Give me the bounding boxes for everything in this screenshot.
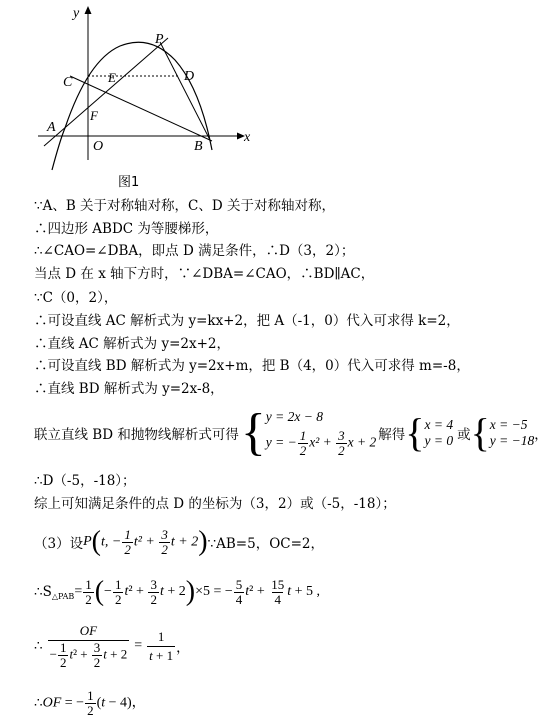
line13-prefix: （3）设	[34, 536, 84, 552]
label-O: O	[93, 139, 104, 154]
label-x: x	[244, 130, 251, 145]
sol2-x: x = −5	[489, 417, 528, 432]
ratio-lhs: OF − $\frac{1}{2}$ t² + $\frac{3}{2}$ t + 2	[49, 623, 128, 670]
text-line-11: ∴D（-5，-18）；	[34, 473, 136, 489]
y-axis-arrow	[85, 6, 92, 14]
system-1	[266, 409, 376, 458]
of-formula: OF = − $\frac{1}{2}$ (t − 4)，	[42, 687, 146, 718]
line10-or: 或	[457, 427, 471, 443]
text-line-10	[34, 398, 548, 468]
label-E: E	[108, 70, 116, 85]
text-line-9: ∴直线 BD 解析式为 y=2x-8，	[34, 381, 224, 397]
sol1-x: x = 4	[424, 417, 454, 432]
line15-therefore: ∴	[34, 638, 43, 654]
text-line-3: ∴∠CAO=∠DBA，即点 D 满足条件，∴D（3，2）；	[34, 243, 355, 259]
label-y: y	[73, 6, 80, 21]
left-brace-3: {	[470, 410, 490, 455]
left-brace-1: {	[240, 404, 266, 461]
text-line-15	[34, 618, 190, 674]
figure-caption: 图1	[118, 175, 140, 190]
figure-graph	[0, 0, 556, 195]
point-P-coords: t, − $\frac{1}{2}$ t² + $\frac{3}{2}$ t + 2	[100, 526, 199, 557]
label-A: A	[47, 120, 56, 135]
eq-parabola: y = − $\frac{1}{2}$ x² + $\frac{3}{2}$ x + 2	[265, 427, 377, 458]
text-line-5: ∵C（0，2），	[34, 290, 118, 306]
text-line-4: 当点 D 在 x 轴下方时，∵∠DBA=∠CAO，∴BD∥AC，	[34, 266, 375, 282]
line14-sub: △PAB	[51, 591, 75, 601]
label-P: P	[155, 32, 164, 47]
line14-prefix: ∴S	[34, 584, 52, 600]
solution-2	[490, 417, 534, 449]
label-D: D	[184, 69, 195, 84]
text-line-12: 综上可知满足条件的点 D 的坐标为（3，2）或（-5，-18）；	[34, 496, 396, 512]
line-PB	[160, 42, 210, 140]
text-line-14	[34, 570, 320, 614]
sol2-y: y = −18	[489, 433, 535, 448]
solution-1	[424, 417, 453, 449]
line13-suffix: ∵AB=5，OC=2，	[207, 536, 325, 552]
line17-prefix: ∴	[34, 695, 43, 711]
line10-prefix: 联立直线 BD 和抛物线解析式可得	[34, 427, 239, 443]
point-P: P	[83, 534, 92, 549]
text-line-1: ∵A、B 关于对称轴对称，C、D 关于对称轴对称，	[34, 198, 335, 214]
text-line-6: ∴可设直线 AC 解析式为 y=kx+2，把 A（-1，0）代入可求得 k=2，	[34, 313, 460, 329]
area-formula: = $\frac{1}{2}$ (− $\frac{1}{2}$ t² + $\frac{3}{2}$ t + 2)×5 = − $\frac{5}{4}$ t² + $\frac{15}{4}$ t + 5 ,	[74, 576, 321, 607]
text-line-8: ∴可设直线 BD 解析式为 y=2x+m，把 B（4，0）代入可求得 m=-8，	[34, 358, 470, 374]
text-line-17	[34, 683, 146, 723]
line15-comma: ，	[176, 640, 190, 656]
sol1-y: y = 0	[424, 433, 454, 448]
label-F: F	[90, 108, 98, 123]
paren-open: (	[91, 526, 101, 557]
ratio-eq: =	[134, 638, 143, 653]
left-brace-2: {	[405, 410, 425, 455]
label-B: B	[194, 139, 203, 154]
label-C: C	[63, 75, 73, 90]
parabola-curve	[52, 42, 212, 170]
line10-solve: 解得	[378, 427, 406, 443]
text-line-13	[34, 522, 324, 562]
paren-close: )	[198, 526, 208, 557]
eq-bd: y = 2x − 8	[265, 408, 324, 424]
line10-comma: ，	[534, 427, 548, 443]
text-line-7: ∴直线 AC 解析式为 y=2x+2，	[34, 336, 230, 352]
text-line-2: ∴四边形 ABDC 为等腰梯形，	[34, 221, 219, 237]
ratio-rhs: $\frac{1}{t + 1}$	[149, 628, 174, 663]
